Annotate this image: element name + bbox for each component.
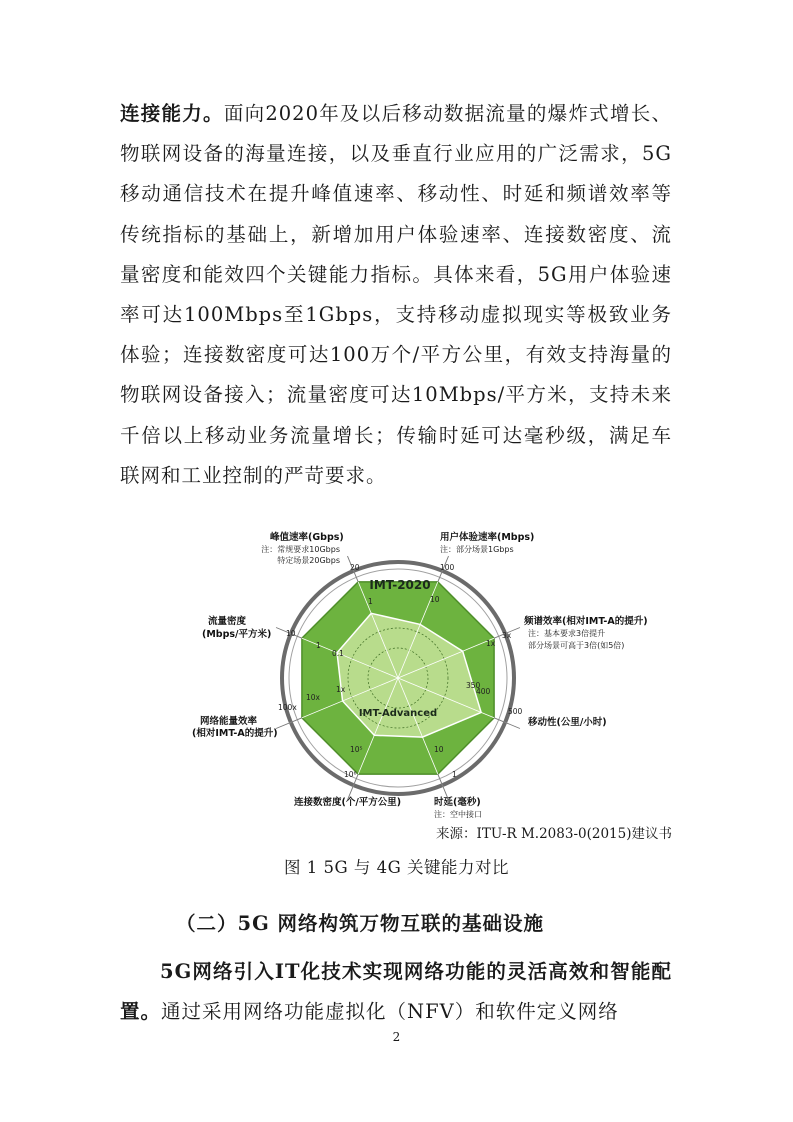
tick-label-8: 350 bbox=[466, 681, 481, 690]
axis-note-user-rate: 注：部分场景1Gbps bbox=[440, 545, 514, 554]
tick-label-4: 3x bbox=[502, 631, 512, 640]
axis-note-spectrum-2: 部分场景可高于3倍(如5倍) bbox=[528, 641, 625, 650]
tick-label-9: 1 bbox=[452, 770, 457, 779]
tick-label-5: 1x bbox=[486, 639, 496, 648]
figure-caption: 图 1 5G 与 4G 关键能力对比 bbox=[283, 858, 510, 877]
axis-note-spectrum-1: 注：基本要求3倍提升 bbox=[528, 629, 606, 638]
paragraph2-lead: 5G网络引入IT化技术实现网络功能的灵活高效和智能配置。 bbox=[120, 960, 672, 1024]
radar-chart bbox=[190, 522, 670, 830]
paragraph-lead: 连接能力。 bbox=[120, 102, 224, 125]
axis-label-traffic-density: 流量密度 bbox=[208, 616, 247, 627]
radar-chart-figure bbox=[190, 522, 670, 830]
axis-note-peak-1: 注：常规要求10Gbps bbox=[261, 545, 340, 554]
tick-label-13: 100x bbox=[278, 703, 297, 712]
axis-label-energy-efficiency: 网络能量效率 bbox=[200, 716, 258, 727]
tick-label-11: 10⁶ bbox=[344, 770, 357, 779]
tick-label-17: 1 bbox=[316, 641, 321, 650]
tick-label-16: 10 bbox=[286, 629, 296, 638]
paragraph-connectivity bbox=[120, 94, 672, 496]
axis-note-latency: 注：空中接口 bbox=[434, 810, 482, 819]
tick-label-6: 500 bbox=[508, 707, 523, 716]
tick-label-2: 100 bbox=[440, 563, 455, 572]
tick-label-1: 1 bbox=[368, 597, 373, 606]
axis-label-spectrum-efficiency: 频谱效率(相对IMT-A的提升) bbox=[524, 616, 648, 627]
tick-label-10: 10 bbox=[434, 745, 444, 754]
section-heading: （二）5G 网络构筑万物互联的基础设施 bbox=[176, 912, 545, 935]
tick-label-7: 400 bbox=[476, 687, 491, 696]
paragraph-body: 面向2020年及以后移动数据流量的爆炸式增长、物联网设备的海量连接，以及垂直行业应用的广泛需求，5G移动通信技术在提升峰值速率、移动性、时延和频谱效率等传统指标的基础上，新增加用户体验速率、连接数密度、流量密度和能效四个关键能力指标。具体来看，5G用户体验速率可达100Mbps至1Gbps，支持移动虚拟现实等极致业务体验；连接数密度可达100万个/平方公里，有效支持海量的物联网设备接入；流量密度可达10Mbps/平方米，支持未来千倍以上移动业务流量增长；传输时延可达毫秒级，满足车联网和工业控制的严苛要求。 bbox=[120, 102, 672, 487]
figure-source: 来源：ITU-R M.2083-0(2015)建议书 bbox=[435, 826, 672, 842]
tick-label-14: 10x bbox=[306, 693, 320, 702]
tick-label-18: 0.1 bbox=[332, 649, 344, 658]
series-label-imt-advanced: IMT-Advanced bbox=[358, 708, 438, 719]
page-number: 2 bbox=[392, 1030, 401, 1044]
axis-label-user-rate: 用户体验速率(Mbps) bbox=[440, 532, 535, 543]
tick-label-3: 10 bbox=[430, 595, 440, 604]
axis-label-mobility: 移动性(公里/小时) bbox=[528, 717, 607, 728]
tick-label-0: 20 bbox=[350, 563, 360, 572]
axis-label-connection-density: 连接数密度(个/平方公里) bbox=[294, 797, 402, 808]
series-label-imt-2020: IMT-2020 bbox=[369, 578, 431, 592]
tick-label-15: 1x bbox=[336, 685, 346, 694]
axis-note-peak-2: 特定场景20Gbps bbox=[277, 556, 340, 565]
axis-label-latency: 时延(毫秒) bbox=[434, 797, 481, 808]
axis-label-peak-rate: 峰值速率(Gbps) bbox=[270, 532, 344, 543]
paragraph2-body: 通过采用网络功能虚拟化（NFV）和软件定义网络 bbox=[161, 1000, 619, 1024]
tick-label-12: 10⁵ bbox=[350, 745, 363, 754]
axis-label-traffic-density-2: (Mbps/平方米) bbox=[202, 629, 272, 640]
axis-label-energy-efficiency-2: (相对IMT-A的提升) bbox=[192, 728, 278, 739]
paragraph-network bbox=[120, 952, 672, 1032]
